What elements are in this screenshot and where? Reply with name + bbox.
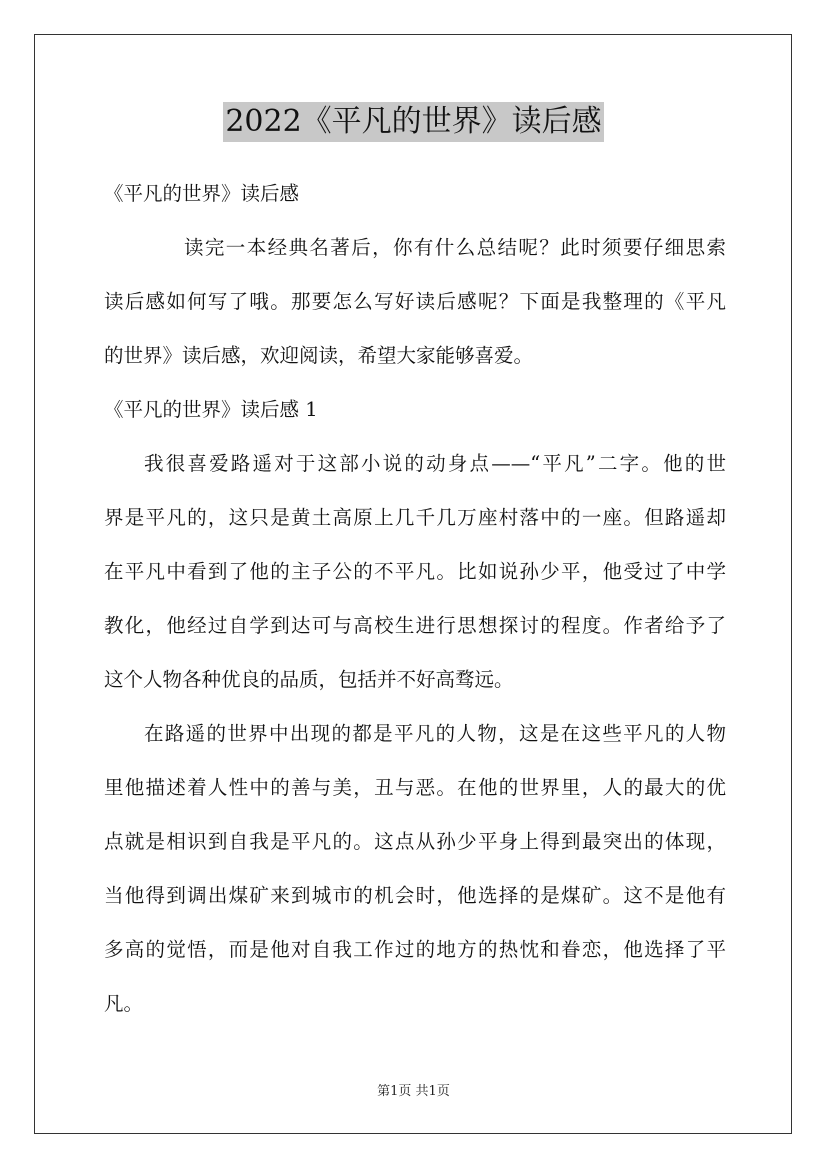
- paragraph-line: 教化，他经过自学到达可与高校生进行思想探讨的程度。作者给予了: [104, 614, 726, 637]
- paragraph-line: 界是平凡的，这只是黄土高原上几千几万座村落中的一座。但路遥却: [104, 506, 726, 529]
- paragraph-line: 当他得到调出煤矿来到城市的机会时，他选择的是煤矿。这不是他有: [104, 884, 726, 907]
- paragraph-line: 在路遥的世界中出现的都是平凡的人物，这是在这些平凡的人物: [144, 722, 726, 745]
- paragraph-line: 我很喜爱路遥对于这部小说的动身点——“平凡”二字。他的世: [144, 452, 726, 475]
- paragraph-line: 的世界》读后感，欢迎阅读，希望大家能够喜爱。: [104, 344, 534, 367]
- page-footer: 第1页 共1页: [377, 1084, 450, 1099]
- paragraph-line: 读后感如何写了哦。那要怎么写好读后感呢？下面是我整理的《平凡: [104, 290, 726, 313]
- title-container: [0, 102, 827, 142]
- paragraph-line: 点就是相识到自我是平凡的。这点从孙少平身上得到最突出的体现，: [104, 830, 726, 853]
- paragraph-line: 读完一本经典名著后，你有什么总结呢？此时须要仔细思索: [184, 236, 726, 259]
- heading-line: 《平凡的世界》读后感: [104, 182, 300, 205]
- document-title: 2022《平凡的世界》读后感: [223, 102, 603, 142]
- section-heading: 《平凡的世界》读后感 1: [104, 398, 318, 421]
- paragraph-line: 这个人物各种优良的品质，包括并不好高骛远。: [104, 668, 514, 691]
- paragraph-line: 在平凡中看到了他的主子公的不平凡。比如说孙少平，他受过了中学: [104, 560, 726, 583]
- paragraph-line: 里他描述着人性中的善与美，丑与恶。在他的世界里，人的最大的优: [104, 776, 726, 799]
- paragraph-line: 凡。: [104, 992, 144, 1015]
- paragraph-line: 多高的觉悟，而是他对自我工作过的地方的热忱和眷恋，他选择了平: [104, 938, 726, 961]
